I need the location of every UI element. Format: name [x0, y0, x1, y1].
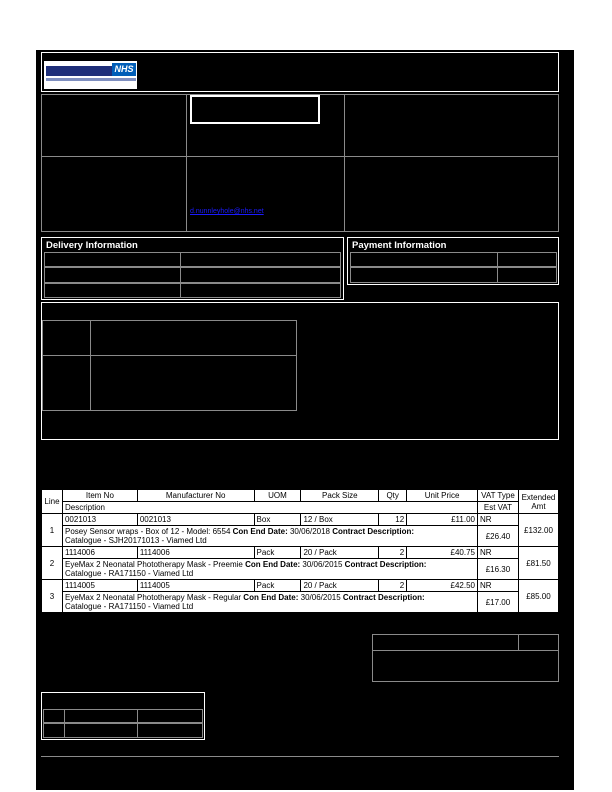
totals-row-divider	[372, 650, 559, 651]
line-items-table	[41, 489, 559, 613]
con-end-label: Con End Date:	[245, 560, 301, 569]
table-header-row	[42, 490, 559, 502]
extended-amt: £81.50	[518, 547, 558, 580]
uom: Box	[254, 514, 301, 526]
supplier-email-link[interactable]: d.nunnleyhole@nhs.net	[190, 208, 264, 215]
address-grid-divider-v1	[186, 94, 187, 232]
col-header-description: Description	[62, 502, 477, 514]
table-row-description	[42, 592, 559, 613]
description-text: EyeMax 2 Neonatal Phototherapy Mask - Preemie	[64, 560, 246, 569]
extended-amt: £132.00	[518, 514, 558, 547]
delivery-col-divider	[180, 252, 181, 298]
approval-col-divider-1	[64, 709, 65, 738]
item-no: 0021013	[62, 514, 137, 526]
col-header-uom: UOM	[254, 490, 301, 502]
table-row-description	[42, 526, 559, 547]
vat-type: NR	[477, 547, 518, 559]
unit-price: £42.50	[407, 580, 478, 592]
col-header-qty: Qty	[379, 490, 407, 502]
delivery-title: Delivery Information	[46, 240, 138, 251]
unit-price: £11.00	[407, 514, 478, 526]
qty: 2	[379, 547, 407, 559]
item-no: 1114005	[62, 580, 137, 592]
delivery-row-3	[44, 283, 341, 298]
col-header-pack-size: Pack Size	[301, 490, 379, 502]
table-row	[42, 514, 559, 526]
con-end-label: Con End Date:	[232, 527, 288, 536]
contract-label: Contract Description:	[342, 593, 425, 602]
approval-row-1	[43, 709, 203, 723]
line-number: 2	[42, 547, 63, 580]
contract-label: Contract Description:	[332, 527, 415, 536]
totals-box	[372, 634, 559, 682]
table-header-row-2	[42, 502, 559, 514]
nhs-logo: NHS	[44, 61, 137, 89]
col-header-line: Line	[42, 490, 63, 514]
col-header-extended-amt: Extended Amt	[518, 490, 558, 514]
address-grid-divider-h	[41, 156, 559, 157]
description-text: EyeMax 2 Neonatal Phototherapy Mask - Regular	[64, 593, 244, 602]
uom: Pack	[254, 580, 301, 592]
approval-row-2	[43, 723, 203, 738]
table-row	[42, 580, 559, 592]
col-header-manufacturer-no: Manufacturer No	[137, 490, 254, 502]
item-description	[62, 559, 477, 580]
col-header-unit-price: Unit Price	[407, 490, 478, 502]
qty: 12	[379, 514, 407, 526]
est-vat: £17.00	[477, 592, 518, 613]
notes-row-divider	[42, 355, 297, 356]
line-number: 3	[42, 580, 63, 613]
con-end-date: 30/06/2015	[298, 593, 343, 602]
description-text: Posey Sensor wraps - Box of 12 - Model: 6554	[64, 527, 233, 536]
item-description	[62, 526, 477, 547]
uom: Pack	[254, 547, 301, 559]
est-vat: £26.40	[477, 526, 518, 547]
notes-col-divider	[90, 320, 91, 411]
vat-type: NR	[477, 580, 518, 592]
con-end-label: Con End Date:	[243, 593, 299, 602]
payment-col-divider	[497, 252, 498, 283]
approval-col-divider-2	[137, 709, 138, 738]
line-number: 1	[42, 514, 63, 547]
table-row-description	[42, 559, 559, 580]
payment-title: Payment Information	[352, 240, 447, 251]
col-header-est-vat: Est VAT	[477, 502, 518, 514]
manufacturer-no: 0021013	[137, 514, 254, 526]
pack-size: 12 / Box	[301, 514, 379, 526]
pack-size: 20 / Pack	[301, 547, 379, 559]
con-end-date: 30/06/2018	[287, 527, 333, 536]
order-number-box	[190, 95, 320, 124]
payment-row-1	[350, 252, 557, 267]
item-no: 1114006	[62, 547, 137, 559]
pack-size: 20 / Pack	[301, 580, 379, 592]
vat-type: NR	[477, 514, 518, 526]
qty: 2	[379, 580, 407, 592]
notes-inner-box	[42, 320, 297, 411]
manufacturer-no: 1114005	[137, 580, 254, 592]
contract-description: Catalogue - SJH20171013 - Viamed Ltd	[64, 536, 207, 545]
address-grid-divider-v2	[344, 94, 345, 232]
delivery-row-1	[44, 252, 341, 267]
est-vat: £16.30	[477, 559, 518, 580]
extended-amt: £85.00	[518, 580, 558, 613]
col-header-vat-type: VAT Type	[477, 490, 518, 502]
col-header-item-no: Item No	[62, 490, 137, 502]
delivery-row-2	[44, 267, 341, 283]
con-end-date: 30/06/2015	[300, 560, 345, 569]
footer-rule	[41, 756, 559, 757]
contract-description: Catalogue - RA171150 - Viamed Ltd	[64, 602, 194, 611]
payment-row-2	[350, 267, 557, 283]
contract-label: Contract Description:	[344, 560, 427, 569]
table-row	[42, 547, 559, 559]
totals-col-divider	[518, 634, 519, 650]
unit-price: £40.75	[407, 547, 478, 559]
contract-description: Catalogue - RA171150 - Viamed Ltd	[64, 569, 194, 578]
manufacturer-no: 1114006	[137, 547, 254, 559]
item-description	[62, 592, 477, 613]
